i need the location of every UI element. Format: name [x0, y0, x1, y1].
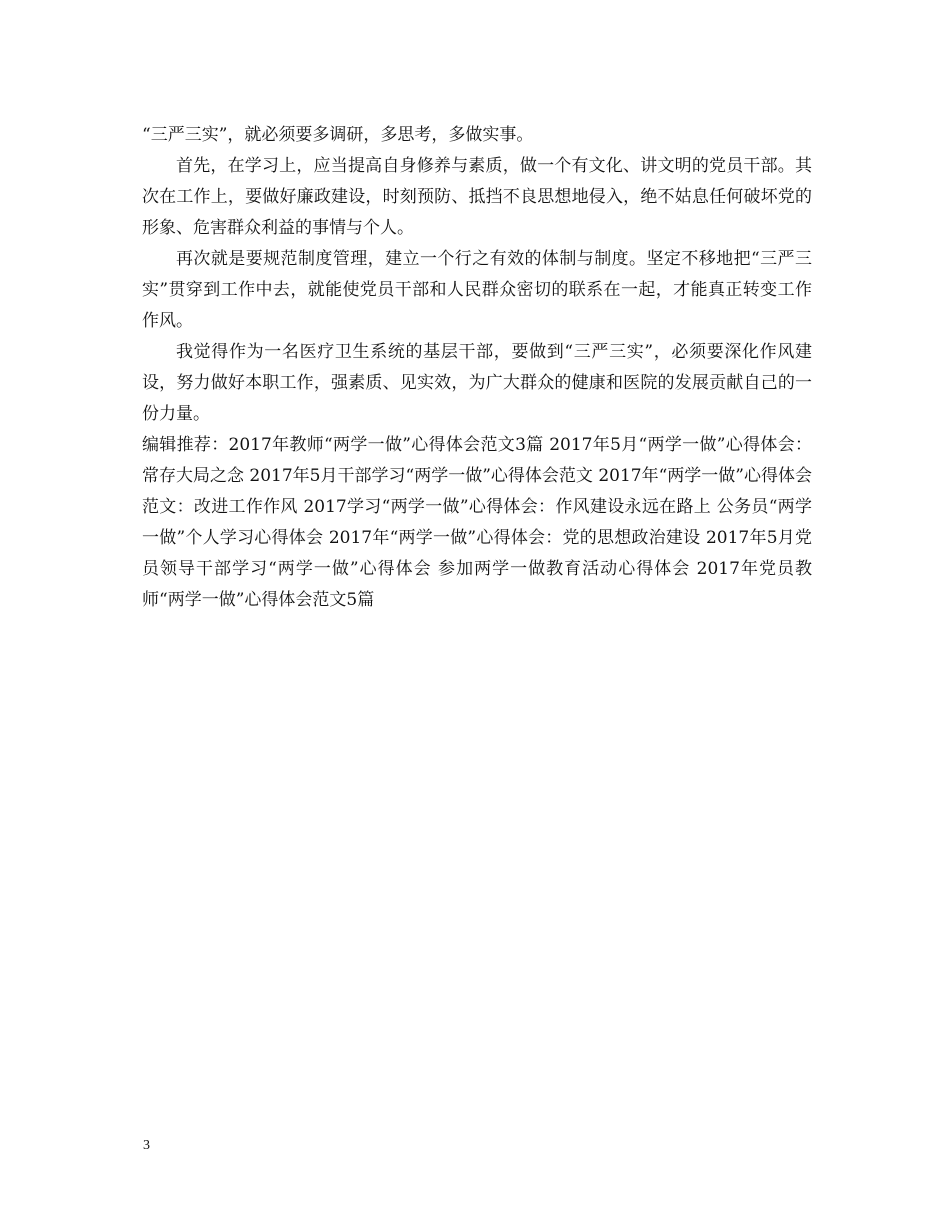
page-number: 3 [143, 1138, 150, 1153]
paragraph-third: 我觉得作为一名医疗卫生系统的基层干部，要做到“三严三实”，必须要深化作风建设，努力做好本职工作，强素质、见实效，为广大群众的健康和医院的发展贡献自己的一份力量。 [142, 342, 812, 424]
paragraph-first: 首先，在学习上，应当提高自身修养与素质，做一个有文化、讲文明的党员干部。其次在工作上，要做好廉政建设，时刻预防、抵挡不良思想地侵入，绝不姑息任何破坏党的形象、危害群众利益的事情与个人。 [142, 156, 812, 238]
paragraph-second: 再次就是要规范制度管理，建立一个行之有效的体制与制度。坚定不移地把“三严三实”贯穿到工作中去，就能使党员干部和人民群众密切的联系在一起，才能真正转变工作作风。 [142, 249, 812, 331]
editor-recommendation: 编辑推荐：2017年教师“两学一做”心得体会范文3篇 2017年5月“两学一做”心得体会：常存大局之念 2017年5月干部学习“两学一做”心得体会范文 2017年“两学一做”心得体会范文：改进工作作风 2017学习“两学一做”心得体会：作风建设永远在路上 公务员“两学一做”个人学习心得体会 2017年“两学一做”心得体会：党的思想政治建设 2017年5月党员领导干部学习“两学一做”心得体会 参加两学一做教育活动心得体会 2017年党员教师“两学一做”心得体会范文5篇 [142, 435, 812, 610]
paragraph-continuation: “三严三实”，就必须要多调研，多思考，多做实事。 [142, 125, 534, 145]
document-body [142, 120, 812, 616]
